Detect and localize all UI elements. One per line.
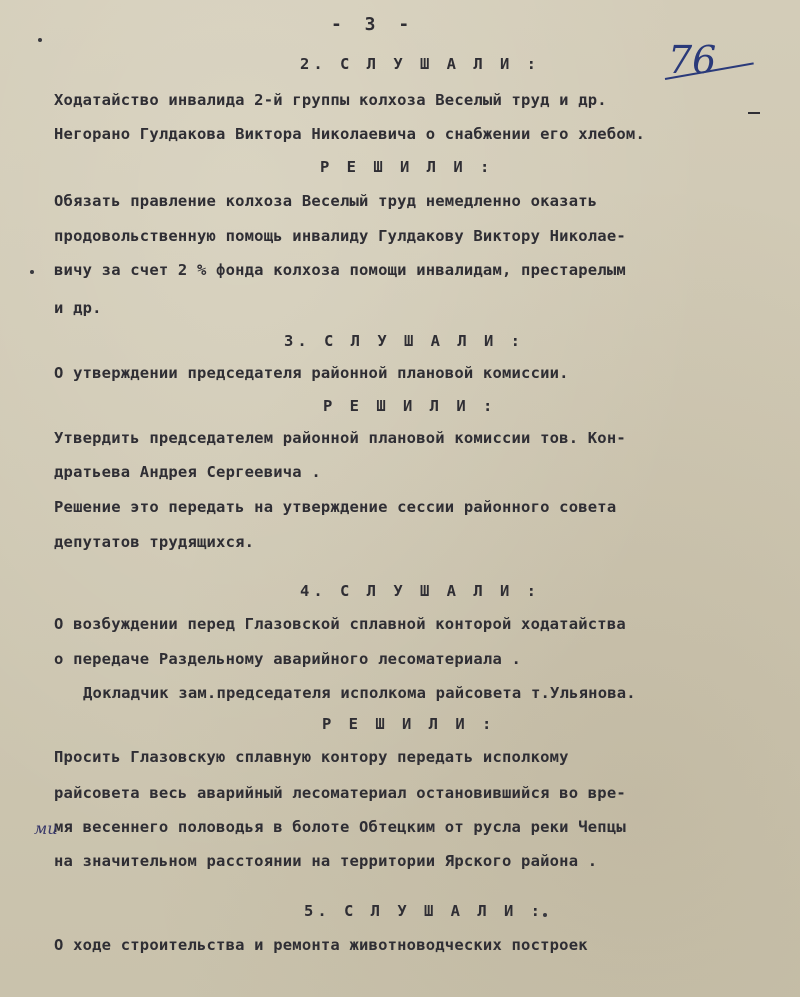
document-line: О возбуждении перед Глазовской сплавной конторой ходатайства	[54, 615, 626, 633]
document-line: и др.	[54, 299, 102, 317]
margin-dash	[748, 112, 760, 114]
document-line: О утверждении председателя районной плановой комиссии.	[54, 364, 569, 382]
document-line: вичу за счет 2 % фонда колхоза помощи инвалидам, престарелым	[54, 261, 626, 279]
document-line: О ходе строительства и ремонта животноводческих построек	[54, 936, 588, 954]
item-5-heard-heading: 5. С Л У Ш А Л И :	[304, 902, 544, 920]
margin-speck	[38, 38, 42, 42]
item-2-decided-heading: Р Е Ш И Л И :	[320, 158, 494, 176]
item-2-heard-heading: 2. С Л У Ш А Л И :	[300, 55, 540, 73]
handwritten-correction: ми	[34, 819, 58, 838]
document-line: райсовета весь аварийный лесоматериал остановившийся во вре-	[54, 784, 626, 802]
item-4-decided-heading: Р Е Ш И Л И :	[322, 715, 496, 733]
document-line: дратьева Андрея Сергеевича .	[54, 463, 321, 481]
document-line: Просить Глазовскую сплавную контору передать исполкому	[54, 748, 569, 766]
item-4-heard-heading: 4. С Л У Ш А Л И :	[300, 582, 540, 600]
document-line: мя весеннего половодья в болоте Обтецким от русла реки Чепцы	[54, 818, 626, 836]
archive-folio-number: 76	[668, 38, 717, 82]
document-line: на значительном расстоянии на территории Ярского района .	[54, 852, 598, 870]
item-3-decided-heading: Р Е Ш И Л И :	[323, 397, 497, 415]
document-line: продовольственную помощь инвалиду Гулдакову Виктору Николае-	[54, 227, 626, 245]
document-line: Обязать правление колхоза Веселый труд немедленно оказать	[54, 192, 598, 210]
document-line: Решение это передать на утверждение сессии районного совета	[54, 498, 617, 516]
document-line: депутатов трудящихся.	[54, 533, 255, 551]
document-line: Докладчик зам.председателя исполкома райсовета т.Ульянова.	[83, 684, 636, 702]
document-line: о передаче Раздельному аварийного лесоматериала .	[54, 650, 522, 668]
document-line: Утвердить председателем районной плановой комиссии тов. Кон-	[54, 429, 626, 447]
margin-speck	[30, 270, 34, 274]
item-3-heard-heading: 3. С Л У Ш А Л И :	[284, 332, 524, 350]
page-number: - 3 -	[331, 14, 416, 35]
document-line: Ходатайство инвалида 2-й группы колхоза Веселый труд и др.	[54, 91, 607, 109]
document-line: Негорано Гулдакова Виктора Николаевича о снабжении его хлебом.	[54, 125, 645, 143]
